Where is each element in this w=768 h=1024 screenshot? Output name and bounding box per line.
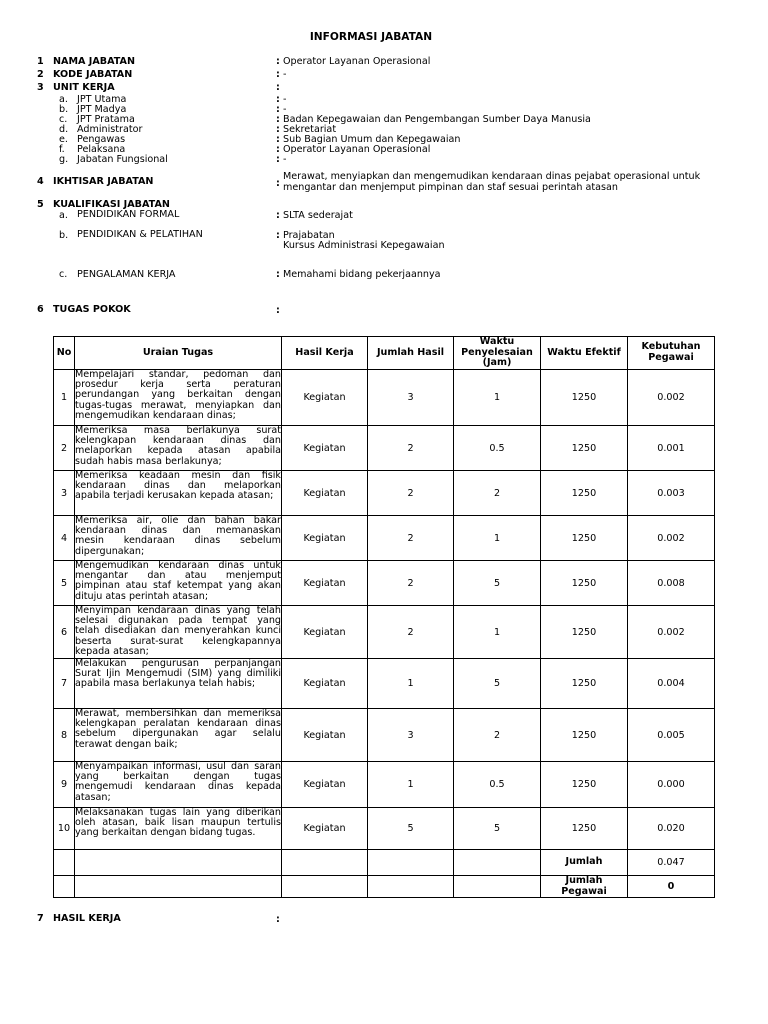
unit-kerja-item-value: Sekretariat bbox=[283, 124, 337, 135]
unit-kerja-letter: c. bbox=[59, 114, 68, 125]
jumlah-pegawai-label bbox=[541, 876, 628, 898]
header-line: Penyelesaian bbox=[461, 346, 533, 358]
colon: : bbox=[276, 178, 280, 189]
colon: : bbox=[276, 124, 280, 135]
jumlah-label: Jumlah bbox=[541, 850, 628, 876]
kebutuhan-pegawai-cell: 0.002 bbox=[628, 516, 715, 561]
uraian-line: yang berkaitan dengan bidang tugas. bbox=[75, 827, 256, 839]
hasil-kerja-cell: Kegiatan bbox=[282, 762, 368, 808]
uraian-line: Menyimpan kendaraan dinas yang telah bbox=[75, 605, 281, 616]
unit-kerja-item-label: JPT Utama bbox=[77, 94, 127, 105]
uraian-line: tugas-tugas merawat, menyiapkan dan bbox=[75, 399, 281, 411]
uraian-line: Surat Ijin Mengemudi (SIM) yang dimiliki bbox=[75, 668, 281, 680]
uraian-tugas-cell bbox=[75, 762, 282, 808]
colon: : bbox=[276, 114, 280, 125]
empty-cell bbox=[368, 876, 454, 898]
uraian-line: apabila terjadi kerusakan kepada atasan; bbox=[75, 490, 274, 502]
colon: : bbox=[276, 134, 280, 145]
waktu-efektif-cell: 1250 bbox=[541, 516, 628, 561]
unit-kerja-letter: a. bbox=[59, 94, 68, 105]
header-line: (Jam) bbox=[482, 357, 512, 369]
colon: : bbox=[276, 69, 280, 80]
unit-kerja-letter: e. bbox=[59, 134, 68, 145]
kebutuhan-pegawai-cell: 0.005 bbox=[628, 709, 715, 762]
row-number: 6 bbox=[54, 606, 75, 659]
unit-kerja-item-value: Badan Kepegawaian dan Pengembangan Sumber Daya Manusia bbox=[283, 114, 591, 125]
uraian-line: kendaraan dinas dan melaporkan bbox=[75, 480, 281, 492]
header-uraian-tugas: Uraian Tugas bbox=[75, 337, 282, 370]
uraian-line: mengemudi kendaraan dinas kepada bbox=[75, 781, 281, 793]
table-row bbox=[54, 370, 715, 426]
row-number: 1 bbox=[54, 370, 75, 426]
uraian-tugas-cell bbox=[75, 659, 282, 709]
uraian-line: Melakukan pengurusan perpanjangan bbox=[75, 658, 281, 669]
pendidikan-pelatihan-value: Prajabatan bbox=[283, 230, 335, 241]
waktu-penyelesaian-cell: 0.5 bbox=[454, 762, 541, 808]
jumlah-hasil-cell: 3 bbox=[368, 370, 454, 426]
section-number: 4 bbox=[37, 176, 44, 187]
row-number: 5 bbox=[54, 561, 75, 606]
header-line: Waktu bbox=[479, 336, 515, 348]
kode-jabatan-value: - bbox=[283, 69, 287, 80]
uraian-line: terawat dengan baik; bbox=[75, 738, 178, 750]
label-line: Pegawai bbox=[561, 885, 607, 897]
uraian-line: perundangan yang berkaitan dengan bbox=[75, 389, 281, 401]
waktu-efektif-cell: 1250 bbox=[541, 762, 628, 808]
row-number: 3 bbox=[54, 471, 75, 516]
colon: : bbox=[276, 154, 280, 165]
unit-kerja-item-label: Administrator bbox=[77, 124, 143, 135]
table-row bbox=[54, 606, 715, 659]
waktu-efektif-cell: 1250 bbox=[541, 808, 628, 850]
pendidikan-formal-label: PENDIDIKAN FORMAL bbox=[77, 209, 180, 220]
jumlah-hasil-cell: 1 bbox=[368, 762, 454, 808]
waktu-penyelesaian-cell: 2 bbox=[454, 709, 541, 762]
section-number: 6 bbox=[37, 304, 44, 315]
row-number: 4 bbox=[54, 516, 75, 561]
tugas-pokok-table bbox=[53, 336, 715, 898]
jumlah-hasil-cell: 2 bbox=[368, 606, 454, 659]
jumlah-hasil-cell: 5 bbox=[368, 808, 454, 850]
table-row bbox=[54, 516, 715, 561]
jumlah-hasil-cell: 2 bbox=[368, 426, 454, 471]
uraian-tugas-cell bbox=[75, 808, 282, 850]
pengalaman-kerja-label: PENGALAMAN KERJA bbox=[77, 269, 176, 280]
colon: : bbox=[276, 56, 280, 67]
pegawai-row bbox=[54, 876, 715, 898]
header-jumlah-hasil: Jumlah Hasil bbox=[368, 337, 454, 370]
colon: : bbox=[276, 269, 280, 280]
empty-cell bbox=[368, 850, 454, 876]
pengalaman-kerja-value: Memahami bidang pekerjaannya bbox=[283, 269, 441, 280]
table-row bbox=[54, 709, 715, 762]
nama-jabatan-label: NAMA JABATAN bbox=[53, 56, 136, 67]
section-number: 2 bbox=[37, 69, 44, 80]
kebutuhan-pegawai-cell: 0.000 bbox=[628, 762, 715, 808]
kebutuhan-pegawai-cell: 0.001 bbox=[628, 426, 715, 471]
uraian-line: melaporkan kepada atasan apabila bbox=[75, 445, 281, 457]
unit-kerja-item-value: Sub Bagian Umum dan Kepegawaian bbox=[283, 134, 461, 145]
waktu-penyelesaian-cell: 1 bbox=[454, 606, 541, 659]
header-line: Pegawai bbox=[648, 352, 694, 363]
uraian-tugas-cell bbox=[75, 709, 282, 762]
kode-jabatan-label: KODE JABATAN bbox=[53, 69, 133, 80]
uraian-tugas-cell bbox=[75, 606, 282, 659]
kebutuhan-pegawai-cell: 0.002 bbox=[628, 370, 715, 426]
row-number: 2 bbox=[54, 426, 75, 471]
colon: : bbox=[276, 210, 280, 221]
uraian-line: kelengkapan peralatan kendaraan dinas bbox=[75, 718, 281, 730]
uraian-line: Mengemudikan kendaraan dinas untuk bbox=[75, 560, 281, 571]
uraian-line: apabila masa berlakunya telah habis; bbox=[75, 678, 256, 690]
hasil-kerja-cell: Kegiatan bbox=[282, 709, 368, 762]
uraian-line: mengemudikan kendaraan dinas; bbox=[75, 409, 236, 421]
uraian-line: sebelum dipergunakan agar selalu bbox=[75, 728, 281, 740]
waktu-penyelesaian-cell: 1 bbox=[454, 516, 541, 561]
colon: : bbox=[276, 230, 280, 241]
uraian-line: telah disediakan dan menyerahkan kunci bbox=[75, 625, 281, 637]
section-number: 7 bbox=[37, 913, 44, 924]
uraian-tugas-cell bbox=[75, 516, 282, 561]
kualifikasi-jabatan-label: KUALIFIKASI JABATAN bbox=[53, 199, 170, 210]
unit-kerja-letter: g. bbox=[59, 154, 69, 165]
section-number: 3 bbox=[37, 82, 44, 93]
section-number: 1 bbox=[37, 56, 44, 67]
row-number: 10 bbox=[54, 808, 75, 850]
table-row bbox=[54, 762, 715, 808]
waktu-efektif-cell: 1250 bbox=[541, 606, 628, 659]
empty-cell bbox=[54, 850, 75, 876]
uraian-line: kendaraan dinas dan memanaskan bbox=[75, 525, 281, 537]
waktu-penyelesaian-cell: 5 bbox=[454, 561, 541, 606]
hasil-kerja-cell: Kegiatan bbox=[282, 471, 368, 516]
uraian-line: Menyampaikan informasi, usul dan saran bbox=[75, 761, 281, 772]
empty-cell bbox=[75, 876, 282, 898]
unit-kerja-item-label: JPT Pratama bbox=[77, 114, 135, 125]
waktu-penyelesaian-cell: 5 bbox=[454, 659, 541, 709]
uraian-line: Merawat, membersihkan dan memeriksa bbox=[75, 708, 281, 719]
uraian-line: Memeriksa keadaan mesin dan fisik bbox=[75, 470, 281, 481]
kebutuhan-pegawai-cell: 0.004 bbox=[628, 659, 715, 709]
hasil-kerja-cell: Kegiatan bbox=[282, 370, 368, 426]
waktu-efektif-cell: 1250 bbox=[541, 471, 628, 516]
document-title: INFORMASI JABATAN bbox=[309, 31, 433, 43]
waktu-efektif-cell: 1250 bbox=[541, 709, 628, 762]
empty-cell bbox=[454, 850, 541, 876]
uraian-line: yang berkaitan dengan tugas bbox=[75, 771, 281, 783]
uraian-line: pimpinan atau staf ketempat yang akan bbox=[75, 580, 281, 592]
uraian-line: Melaksanakan tugas lain yang diberikan bbox=[75, 807, 281, 818]
kebutuhan-pegawai-cell: 0.020 bbox=[628, 808, 715, 850]
row-number: 8 bbox=[54, 709, 75, 762]
kualifikasi-letter: c. bbox=[59, 269, 68, 280]
uraian-line: prosedur kerja serta peraturan bbox=[75, 379, 281, 391]
table-row bbox=[54, 471, 715, 516]
kualifikasi-letter: b. bbox=[59, 230, 69, 241]
uraian-line: sudah habis masa berlakunya; bbox=[75, 455, 222, 467]
unit-kerja-letter: f. bbox=[59, 144, 65, 155]
jumlah-hasil-cell: 3 bbox=[368, 709, 454, 762]
empty-cell bbox=[282, 850, 368, 876]
ikhtisar-jabatan-label: IKHTISAR JABATAN bbox=[53, 176, 154, 187]
unit-kerja-item-label: Pelaksana bbox=[77, 144, 126, 155]
unit-kerja-letter: b. bbox=[59, 104, 69, 115]
hasil-kerja-cell: Kegiatan bbox=[282, 659, 368, 709]
header-kebutuhan-pegawai bbox=[628, 337, 715, 370]
kualifikasi-letter: a. bbox=[59, 210, 68, 221]
uraian-line: kepada atasan; bbox=[75, 645, 149, 657]
unit-kerja-item-label: Pengawas bbox=[77, 134, 126, 145]
uraian-line: mesin kendaraan dinas sebelum bbox=[75, 535, 281, 547]
waktu-penyelesaian-cell: 2 bbox=[454, 471, 541, 516]
unit-kerja-item-value: - bbox=[283, 104, 287, 115]
section-number: 5 bbox=[37, 199, 44, 210]
header-waktu-efektif: Waktu Efektif bbox=[541, 337, 628, 370]
kebutuhan-pegawai-cell: 0.002 bbox=[628, 606, 715, 659]
empty-cell bbox=[54, 876, 75, 898]
waktu-efektif-cell: 1250 bbox=[541, 370, 628, 426]
jumlah-hasil-cell: 1 bbox=[368, 659, 454, 709]
colon: : bbox=[276, 144, 280, 155]
table-header-row bbox=[54, 337, 715, 370]
header-waktu-penyelesaian bbox=[454, 337, 541, 370]
uraian-tugas-cell bbox=[75, 426, 282, 471]
uraian-tugas-cell bbox=[75, 370, 282, 426]
hasil-kerja-cell: Kegiatan bbox=[282, 561, 368, 606]
hasil-kerja-cell: Kegiatan bbox=[282, 606, 368, 659]
uraian-line: Mempelajari standar, pedoman dan bbox=[75, 369, 281, 380]
colon: : bbox=[276, 305, 280, 316]
colon: : bbox=[276, 914, 280, 925]
hasil-kerja-cell: Kegiatan bbox=[282, 808, 368, 850]
unit-kerja-item-value: Operator Layanan Operasional bbox=[283, 144, 431, 155]
jumlah-hasil-cell: 2 bbox=[368, 471, 454, 516]
uraian-line: kelengkapan kendaraan dinas dan bbox=[75, 435, 281, 447]
table-row bbox=[54, 659, 715, 709]
waktu-efektif-cell: 1250 bbox=[541, 659, 628, 709]
hasil-kerja-label: HASIL KERJA bbox=[53, 913, 121, 924]
jumlah-hasil-cell: 2 bbox=[368, 516, 454, 561]
waktu-penyelesaian-cell: 0.5 bbox=[454, 426, 541, 471]
uraian-tugas-cell bbox=[75, 561, 282, 606]
row-number: 7 bbox=[54, 659, 75, 709]
colon: : bbox=[276, 104, 280, 115]
hasil-kerja-cell: Kegiatan bbox=[282, 426, 368, 471]
uraian-line: mengantar dan atau menjemput bbox=[75, 570, 281, 582]
unit-kerja-label: UNIT KERJA bbox=[53, 82, 115, 93]
jumlah-hasil-cell: 2 bbox=[368, 561, 454, 606]
tugas-pokok-label: TUGAS POKOK bbox=[53, 304, 131, 315]
uraian-line: atasan; bbox=[75, 791, 111, 803]
table-row bbox=[54, 561, 715, 606]
header-hasil-kerja: Hasil Kerja bbox=[282, 337, 368, 370]
label-line: Jumlah bbox=[565, 875, 603, 886]
uraian-line: beserta surat-surat kelengkapannya bbox=[75, 635, 281, 647]
row-number: 9 bbox=[54, 762, 75, 808]
uraian-line: selesai digunakan pada tempat yang bbox=[75, 615, 281, 627]
unit-kerja-letter: d. bbox=[59, 124, 69, 135]
empty-cell bbox=[282, 876, 368, 898]
header-line: Kebutuhan bbox=[641, 341, 701, 353]
uraian-tugas-cell bbox=[75, 471, 282, 516]
uraian-line: dituju atas perintah atasan; bbox=[75, 590, 209, 602]
waktu-efektif-cell: 1250 bbox=[541, 561, 628, 606]
kebutuhan-pegawai-cell: 0.008 bbox=[628, 561, 715, 606]
waktu-penyelesaian-cell: 1 bbox=[454, 370, 541, 426]
hasil-kerja-cell: Kegiatan bbox=[282, 516, 368, 561]
uraian-line: Memeriksa masa berlakunya surat bbox=[75, 425, 281, 436]
pendidikan-formal-value: SLTA sederajat bbox=[283, 210, 353, 221]
colon: : bbox=[276, 82, 280, 93]
total-row bbox=[54, 850, 715, 876]
table-row bbox=[54, 426, 715, 471]
colon: : bbox=[276, 94, 280, 105]
kebutuhan-pegawai-cell: 0.003 bbox=[628, 471, 715, 516]
uraian-line: Memeriksa air, olie dan bahan bakar bbox=[75, 515, 281, 526]
pendidikan-pelatihan-value: Kursus Administrasi Kepegawaian bbox=[283, 240, 445, 251]
pendidikan-pelatihan-label: PENDIDIKAN & PELATIHAN bbox=[77, 229, 203, 240]
empty-cell bbox=[75, 850, 282, 876]
uraian-line: oleh atasan, baik lisan maupun tertulis bbox=[75, 817, 281, 829]
ikhtisar-jabatan-value: Merawat, menyiapkan dan mengemudikan kendaraan dinas pejabat operasional untuk mengantar dan menjemput pimpinan dan staf sesuai perintah atasan bbox=[283, 171, 701, 193]
table-row bbox=[54, 808, 715, 850]
waktu-efektif-cell: 1250 bbox=[541, 426, 628, 471]
nama-jabatan-value: Operator Layanan Operasional bbox=[283, 56, 431, 67]
waktu-penyelesaian-cell: 5 bbox=[454, 808, 541, 850]
unit-kerja-item-label: Jabatan Fungsional bbox=[77, 154, 168, 165]
jumlah-value: 0.047 bbox=[628, 850, 715, 876]
unit-kerja-item-value: - bbox=[283, 154, 287, 165]
empty-cell bbox=[454, 876, 541, 898]
header-no: No bbox=[54, 337, 75, 370]
jumlah-pegawai-value: 0 bbox=[628, 876, 715, 898]
uraian-line: dipergunakan; bbox=[75, 545, 145, 557]
unit-kerja-item-value: - bbox=[283, 94, 287, 105]
unit-kerja-item-label: JPT Madya bbox=[77, 104, 127, 115]
